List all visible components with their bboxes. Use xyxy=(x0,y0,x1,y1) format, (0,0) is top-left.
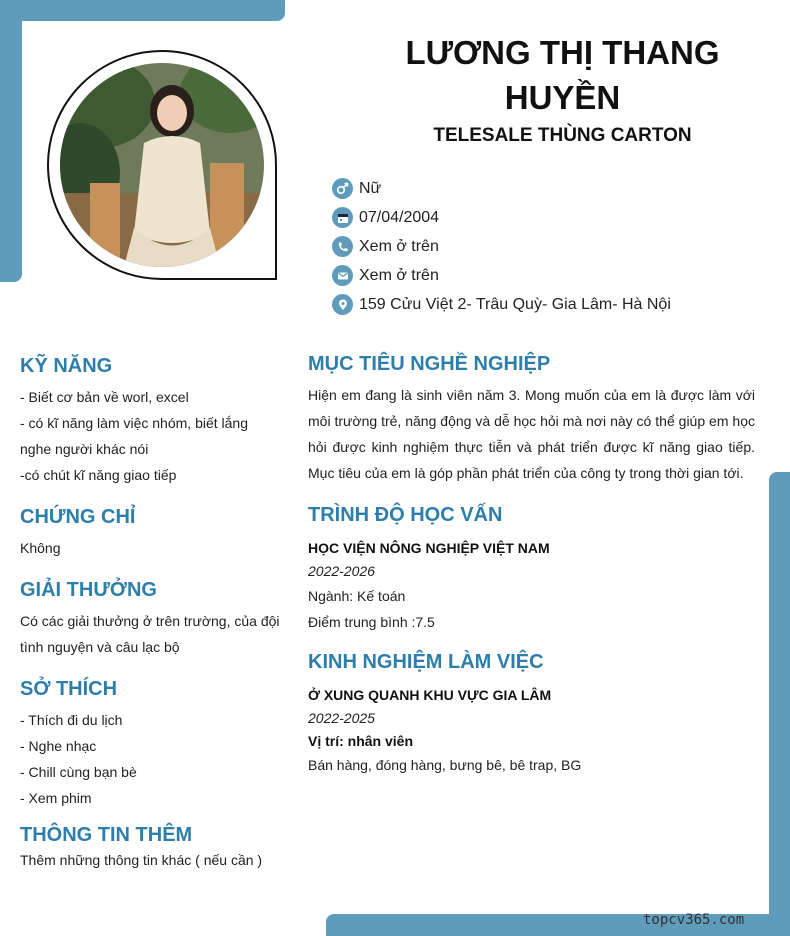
objective-heading: MỤC TIÊU NGHỀ NGHIỆP xyxy=(308,353,551,375)
calendar-icon xyxy=(332,207,353,228)
company-name: Ở XUNG QUANH KHU VỰC GIA LÂM xyxy=(308,687,552,703)
school-name: HỌC VIỆN NÔNG NGHIỆP VIỆT NAM xyxy=(308,540,550,556)
awards-section xyxy=(20,579,285,660)
extra-info-section xyxy=(20,824,285,873)
location-icon xyxy=(332,294,353,315)
email-value: Xem ở trên xyxy=(359,266,439,284)
avatar-frame xyxy=(47,50,277,280)
experience-description: Bán hàng, đóng hàng, bưng bê, bê trap, BG xyxy=(308,757,582,773)
phone-value: Xem ở trên xyxy=(359,237,439,255)
skill-line: -có chút kĩ năng giao tiếp xyxy=(20,467,177,483)
birthday-value: 07/04/2004 xyxy=(359,208,440,226)
skill-line: - Biết cơ bản về worl, excel xyxy=(20,389,189,405)
contact-address xyxy=(332,290,671,319)
extra-info-text: Thêm những thông tin khác ( nếu cần ) xyxy=(20,852,263,868)
education-section xyxy=(308,504,755,635)
experience-position: Vị trí: nhân viên xyxy=(308,733,414,749)
hobby-line: - Chill cùng bạn bè xyxy=(20,764,137,780)
contact-birthday xyxy=(332,203,671,232)
objective-section xyxy=(308,353,755,486)
education-period: 2022-2026 xyxy=(308,563,375,579)
hobby-line: - Nghe nhạc xyxy=(20,738,97,754)
certificates-section xyxy=(20,506,285,561)
email-icon xyxy=(332,265,353,286)
certificates-text: Không xyxy=(20,540,61,556)
contact-info xyxy=(332,174,671,319)
hobbies-heading: SỞ THÍCH xyxy=(20,678,118,700)
objective-text: Hiện em đang là sinh viên năm 3. Mong muốn của em là được làm với môi trường trẻ, năng động và dễ học hỏi mà nơi này có thể giúp em học hỏi được kinh nghiệm thực tiễn và phát triển được kĩ năng giao tiếp. Mục tiêu của em là góp phần phát triển của công ty trong thời gian tới. xyxy=(308,387,755,481)
candidate-name: LƯƠNG THỊ THANG HUYỀN xyxy=(405,34,720,116)
gender-icon xyxy=(332,178,353,199)
contact-phone xyxy=(332,232,671,261)
contact-gender xyxy=(332,174,671,203)
award-line: tình nguyện và câu lạc bộ xyxy=(20,639,180,655)
contact-email xyxy=(332,261,671,290)
corner-decoration-left xyxy=(0,0,22,282)
certificates-heading: CHỨNG CHỈ xyxy=(20,506,136,528)
skills-list xyxy=(20,384,285,488)
education-gpa: Điểm trung bình :7.5 xyxy=(308,614,435,630)
extra-info-heading: THÔNG TIN THÊM xyxy=(20,824,193,846)
gender-value: Nữ xyxy=(359,179,382,197)
awards-heading: GIẢI THƯỞNG xyxy=(20,579,157,601)
education-heading: TRÌNH ĐỘ HỌC VẤN xyxy=(308,504,503,526)
experience-section xyxy=(308,651,755,778)
job-title: TELESALE THÙNG CARTON xyxy=(433,125,692,146)
experience-period: 2022-2025 xyxy=(308,710,375,726)
education-major: Ngành: Kế toán xyxy=(308,588,406,604)
skills-heading: KỸ NĂNG xyxy=(20,355,113,377)
phone-icon xyxy=(332,236,353,257)
hobbies-list xyxy=(20,707,285,811)
watermark: topcv365.com xyxy=(643,912,745,928)
address-value: 159 Cửu Việt 2- Trâu Quỳ- Gia Lâm- Hà Nội xyxy=(359,295,671,313)
awards-text xyxy=(20,608,285,660)
skill-line: nghe người khác nói xyxy=(20,441,149,457)
avatar xyxy=(60,63,264,267)
hobby-line: - Thích đi du lịch xyxy=(20,712,123,728)
corner-decoration-top xyxy=(0,0,285,21)
corner-decoration-right xyxy=(769,472,790,936)
experience-heading: KINH NGHIỆM LÀM VIỆC xyxy=(308,651,544,673)
hobbies-section xyxy=(20,678,285,811)
hobby-line: - Xem phim xyxy=(20,790,92,806)
skills-section xyxy=(20,355,285,488)
skill-line: - có kĩ năng làm việc nhóm, biết lắng xyxy=(20,415,249,431)
award-line: Có các giải thưởng ở trên trường, của đội xyxy=(20,613,280,629)
